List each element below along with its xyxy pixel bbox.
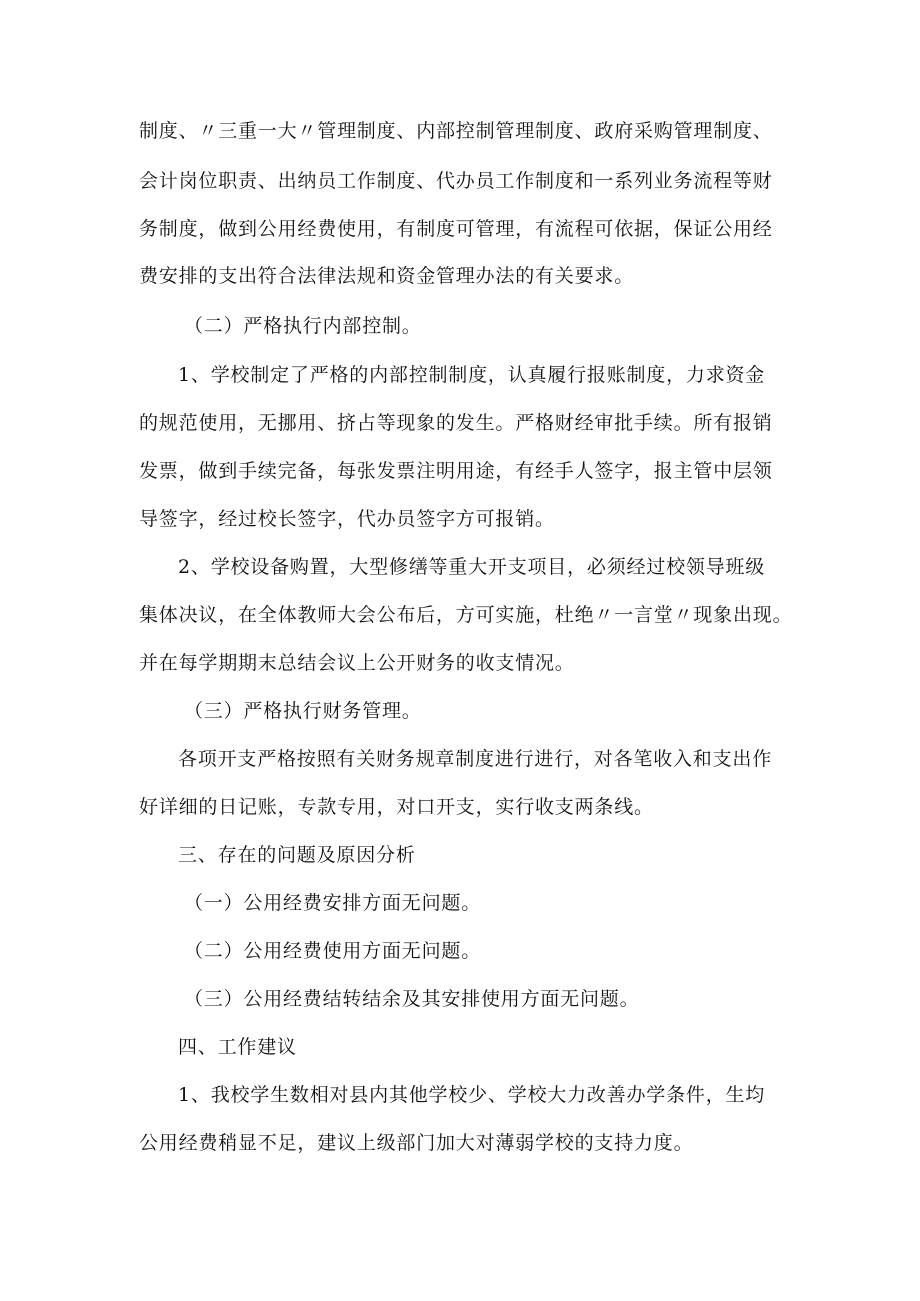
list-item: （一）公用经费安排方面无问题。	[184, 892, 482, 914]
paragraph-line: 导签字，经过校长签字，代办员签字方可报销。	[139, 508, 555, 530]
subheading-financial-management: （三）严格执行财务管理。	[184, 700, 422, 722]
paragraph-line: 1、我校学生数相对县内其他学校少、学校大力改善办学条件，生均	[178, 1084, 766, 1106]
list-item: （三）公用经费结转结余及其安排使用方面无问题。	[184, 988, 640, 1010]
paragraph-line: 1、学校制定了严格的内部控制制度，认真履行报账制度，力求资金	[178, 364, 766, 386]
paragraph-line: 费安排的支出符合法律法规和资金管理办法的有关要求。	[139, 265, 635, 287]
paragraph-line: 各项开支严格按照有关财务规章制度进行进行，对各笔收入和支出作	[178, 748, 773, 770]
paragraph-line: 务制度，做到公用经费使用，有制度可管理，有流程可依据，保证公用经	[139, 218, 773, 240]
section-heading-problems: 三、存在的问题及原因分析	[178, 844, 416, 866]
paragraph-line: 会计岗位职责、出纳员工作制度、代办员工作制度和一系列业务流程等财	[139, 170, 773, 192]
paragraph-line: 集体决议，在全体教师大会公布后，方可实施，杜绝〃一言堂〃现象出现。	[139, 604, 793, 626]
paragraph-line: 公用经费稍显不足，建议上级部门加大对薄弱学校的支持力度。	[139, 1132, 694, 1154]
paragraph-line: 的规范使用，无挪用、挤占等现象的发生。严格财经审批手续。所有报销	[139, 412, 773, 434]
section-heading-suggestions: 四、工作建议	[178, 1036, 297, 1058]
list-item: （二）公用经费使用方面无问题。	[184, 940, 482, 962]
paragraph-line: 制度、〃三重一大〃管理制度、内部控制管理制度、政府采购管理制度、	[139, 120, 773, 142]
paragraph-line: 发票，做到手续完备，每张发票注明用途，有经手人签字，报主管中层领	[139, 460, 773, 482]
paragraph-line: 并在每学期期末总结会议上公开财务的收支情况。	[139, 652, 575, 674]
paragraph-line: 2、学校设备购置，大型修缮等重大开支项目，必须经过校领导班级	[178, 556, 766, 578]
paragraph-line: 好详细的日记账，专款专用，对口开支，实行收支两条线。	[139, 796, 654, 818]
subheading-internal-control: （二）严格执行内部控制。	[184, 315, 422, 337]
